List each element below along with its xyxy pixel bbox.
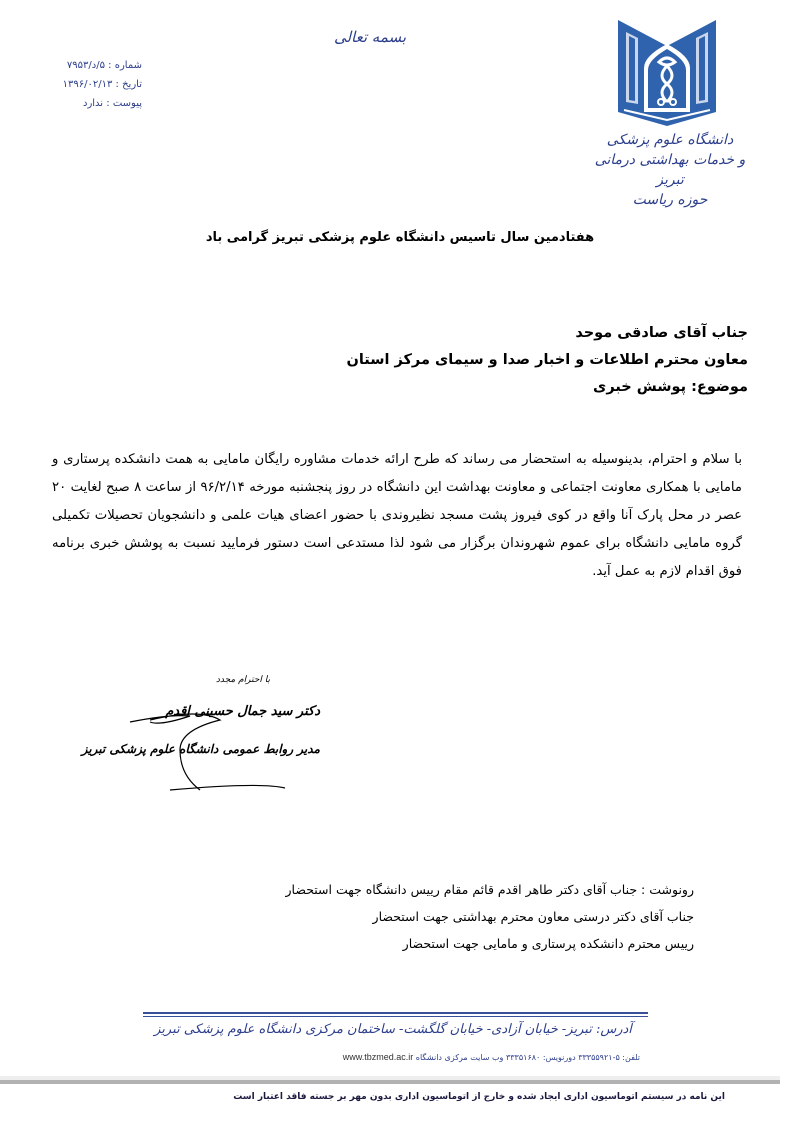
university-book-emblem-icon — [614, 16, 720, 128]
attachment-label: پیوست : — [106, 98, 142, 109]
logo-caption-line: و خدمات بهداشتی درمانی تبریز — [594, 152, 746, 188]
cc-line: رونوشت : جناب آقای دکتر طاهر اقدم قائم مقام رییس دانشگاه جهت استحضار — [285, 882, 694, 897]
letter-attachment — [40, 94, 142, 113]
automation-disclaimer: این نامه در سیستم اتوماسیون اداری ایجاد شده و خارج از اتوماسیون اداری بدون مهر بر جسته فاقد اعتبار است — [233, 1092, 725, 1102]
body-paragraph: با سلام و احترام، بدینوسیله به استحضار می رساند که طرح ارائه خدمات مشاوره رایگان مامایی به همت دانشکده پرستاری و مامایی با همکاری معاونت اجتماعی و معاونت بهداشت این دانشگاه در روز پنجشنبه مورخه ۹۶/۲/۱۴ از ساعت ۸ صبح لغایت ۲۰ عصر در محل پارک آنا واقع در کوی فیروز پشت مسجد نظیروندی با حضور اعضای هیات علمی و دانشجویان تحصیلات تکمیلی گروه مامایی دانشگاه برای عموم شهروندان برگزار می شود لذا مستدعی است دستور فرمایید نسبت به پوشش خبری برنامه فوق اقدام لازم به عمل آید. — [52, 452, 742, 579]
letter-date — [40, 75, 142, 94]
logo-caption-line: حوزه ریاست — [632, 192, 708, 208]
recipient-block — [148, 320, 748, 401]
signatory-title: مدیر روابط عمومی دانشگاه علوم پزشکی تبریز — [81, 742, 320, 756]
cc-line: جناب آقای دکتر درستی معاون محترم بهداشتی جهت استحضار — [372, 909, 694, 924]
letter-number — [40, 56, 142, 75]
recipient-name: جناب آقای صادقی موحد — [575, 325, 748, 341]
letter-meta — [40, 56, 142, 113]
attachment-value: ندارد — [83, 98, 104, 109]
cc-line: رییس محترم دانشکده پرستاری و مامایی جهت استحضار — [402, 936, 694, 951]
date-label: تاریخ : — [115, 79, 142, 90]
footer-address: آدرس: تبریز- خیابان آزادی- خیابان گلگشت- ساختمان مرکزی دانشگاه علوم پزشکی تبریز — [154, 1022, 632, 1037]
invocation-heading: بسمه تعالی — [333, 28, 407, 46]
logo-caption — [590, 130, 750, 210]
letter-body — [52, 446, 742, 586]
signatory-name: دکتر سید جمال حسینی اقدم — [165, 704, 320, 719]
signature-greeting: با احترام مجدد — [215, 675, 270, 685]
carbon-copy-list — [134, 876, 694, 957]
signature-scribble — [110, 670, 320, 795]
footer-phone-fax: تلفن: ۵-۳۳۳۵۵۹۲۱ دورنویس: ۳۳۳۵۱۶۸۰ وب سایت مرکزی دانشگاه — [415, 1053, 640, 1062]
date-value: ۱۳۹۶/۰۲/۱۳ — [62, 79, 113, 90]
number-value: ۵/د/۷۹۵۳ — [66, 60, 105, 71]
footer-divider — [143, 1012, 648, 1017]
footer-website-link[interactable]: www.tbzmed.ac.ir — [342, 1052, 414, 1062]
signature-block — [81, 670, 320, 795]
anniversary-slogan: هفتادمین سال تاسیس دانشگاه علوم پزشکی تبریز گرامی باد — [205, 230, 595, 245]
logo-caption-line: دانشگاه علوم پزشکی — [606, 132, 734, 148]
recipient-position: معاون محترم اطلاعات و اخبار صدا و سیمای مرکز استان — [346, 352, 748, 368]
letter-subject: موضوع: پوشش خبری — [593, 379, 748, 395]
footer-contact — [150, 1052, 640, 1062]
number-label: شماره : — [108, 60, 142, 71]
footer-bar — [0, 1080, 780, 1084]
